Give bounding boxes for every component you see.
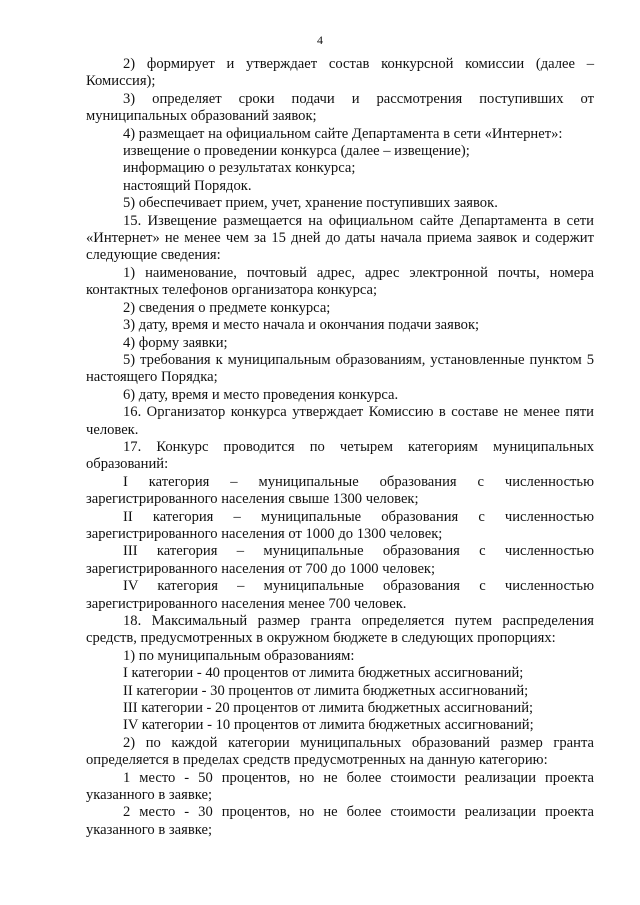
- paragraph: 1) наименование, почтовый адрес, адрес электронной почты, номера контактных телефонов организатора конкурса;: [86, 264, 594, 299]
- paragraph: 3) определяет сроки подачи и рассмотрения поступивших от муниципальных образований заявок;: [86, 90, 594, 125]
- paragraph: 5) обеспечивает прием, учет, хранение поступивших заявок.: [123, 195, 498, 212]
- paragraph: 15. Извещение размещается на официальном сайте Департамента в сети «Интернет» не менее чем за 15 дней до даты начала приема заявок и содержит следующие сведения:: [86, 212, 594, 264]
- paragraph: 18. Максимальный размер гранта определяется путем распределения средств, предусмотренных в окружном бюджете в следующих пропорциях:: [86, 613, 594, 647]
- paragraph: настоящий Порядок.: [123, 177, 252, 194]
- paragraph: I категория – муниципальные образования с численностью зарегистрированного населения свыше 1300 человек;: [86, 473, 594, 508]
- paragraph: 5) требования к муниципальным образованиям, установленные пунктом 5 настоящего Порядка;: [86, 351, 594, 386]
- paragraph: 2 место - 30 процентов, но не более стоимости реализации проекта указанного в заявке;: [86, 804, 594, 838]
- document-body: [86, 56, 594, 839]
- paragraph: III категории - 20 процентов от лимита бюджетных ассигнований;: [123, 700, 534, 717]
- page-number: 4: [317, 33, 323, 47]
- paragraph: II категория – муниципальные образования с численностью зарегистрированного населения от 1000 до 1300 человек;: [86, 508, 594, 542]
- paragraph: 2) сведения о предмете конкурса;: [123, 299, 331, 316]
- paragraph: 3) дату, время и место начала и окончания подачи заявок;: [123, 317, 480, 334]
- paragraph: 2) по каждой категории муниципальных образований размер гранта определяется в пределах средств предусмотренных на данную категорию:: [86, 734, 594, 769]
- paragraph: 1) по муниципальным образованиям:: [123, 647, 355, 664]
- paragraph: 1 место - 50 процентов, но не более стоимости реализации проекта указанного в заявке;: [86, 769, 594, 804]
- paragraph: II категории - 30 процентов от лимита бюджетных ассигнований;: [123, 682, 529, 699]
- paragraph: информацию о результатах конкурса;: [123, 160, 356, 177]
- paragraph: IV категории - 10 процентов от лимита бюджетных ассигнований;: [123, 717, 534, 734]
- paragraph: 17. Конкурс проводится по четырем категориям муниципальных образований:: [86, 438, 594, 473]
- paragraph: 4) размещает на официальном сайте Департамента в сети «Интернет»:: [123, 125, 563, 142]
- paragraph: IV категория – муниципальные образования с численностью зарегистрированного населения менее 700 человек.: [86, 578, 594, 612]
- paragraph: I категории - 40 процентов от лимита бюджетных ассигнований;: [123, 665, 524, 682]
- paragraph: 6) дату, время и место проведения конкурса.: [123, 386, 399, 403]
- paragraph: извещение о проведении конкурса (далее – извещение);: [123, 143, 470, 160]
- paragraph: III категория – муниципальные образования с численностью зарегистрированного населения от 700 до 1000 человек;: [86, 543, 594, 577]
- paragraph: 2) формирует и утверждает состав конкурсной комиссии (далее – Комиссия);: [86, 56, 594, 90]
- paragraph: 16. Организатор конкурса утверждает Комиссию в составе не менее пяти человек.: [86, 404, 594, 438]
- paragraph: 4) форму заявки;: [123, 334, 228, 351]
